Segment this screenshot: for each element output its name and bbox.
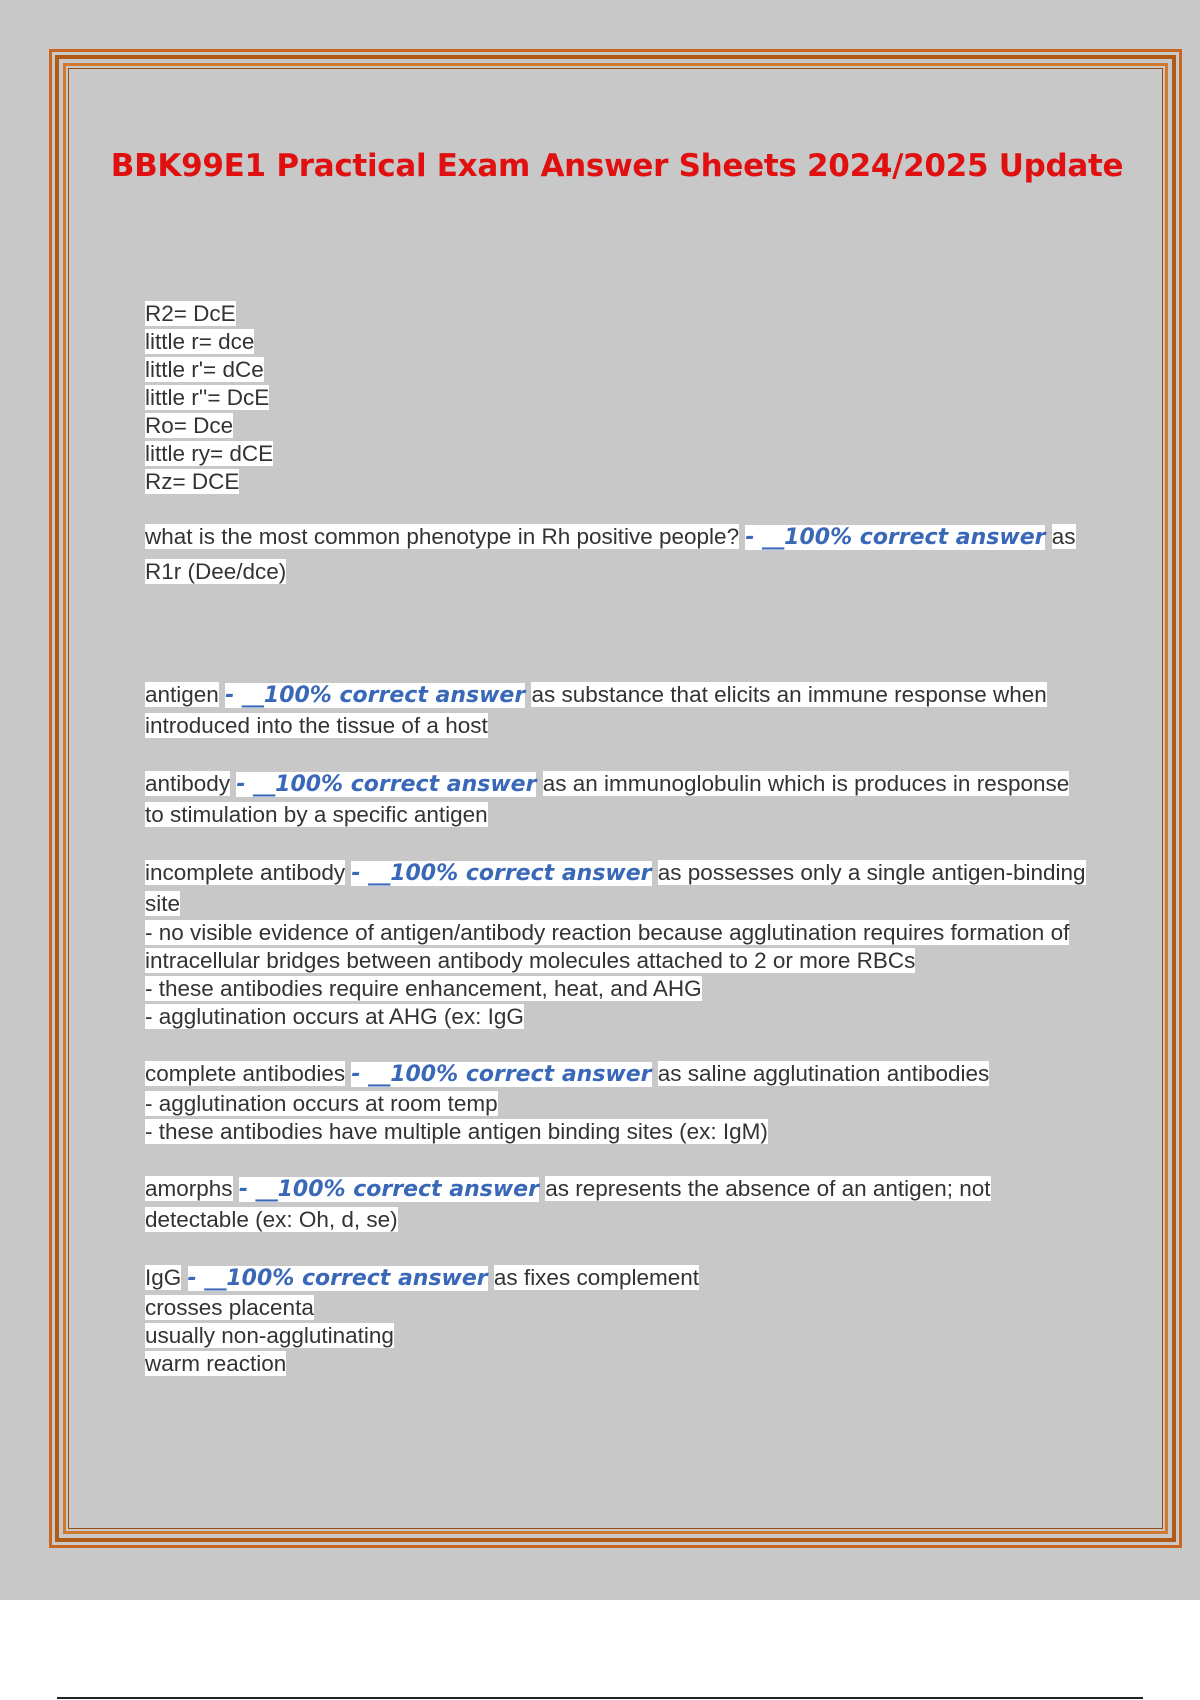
rh-line: little r= dce [145, 329, 255, 354]
answer-text: as an immunoglobulin which is produces in response to stimulation by a specific antigen [145, 771, 1070, 827]
answer-detail-line: usually non-agglutinating [145, 1323, 394, 1348]
footer-rule [57, 1697, 1143, 1699]
document-title: BBK99E1 Practical Exam Answer Sheets 2024/2025 Update [110, 148, 1124, 184]
rh-line: Ro= Dce [145, 413, 234, 438]
answer-detail-line: - these antibodies require enhancement, heat, and AHG [145, 976, 702, 1001]
answer-marker: - __100% correct answer [225, 683, 526, 708]
answer-text: as possesses only a single antigen-binding site [145, 860, 1086, 916]
answer-text: as represents the absence of an antigen; not detectable (ex: Oh, d, se) [145, 1176, 991, 1232]
answer-detail-line: - agglutination occurs at AHG (ex: IgG [145, 1004, 524, 1029]
rh-notation-list [145, 300, 1090, 496]
answer-text: as fixes complement [493, 1265, 700, 1290]
answer-detail-line: warm reaction [145, 1351, 287, 1376]
question-text: antibody [145, 771, 231, 796]
rh-line: little ry= dCE [145, 441, 274, 466]
answer-marker: - __100% correct answer [238, 1177, 539, 1202]
question-text: incomplete antibody [145, 860, 346, 885]
question-text: complete antibodies [145, 1061, 346, 1086]
qa-item [145, 1059, 1090, 1146]
answer-detail-line: - no visible evidence of antigen/antibody reaction because agglutination requires formation of intracellular bridges between antibody molecules attached to 2 or more RBCs [145, 920, 1070, 973]
question-text: IgG [145, 1265, 182, 1290]
document-body [145, 300, 1090, 1378]
answer-text: as saline agglutination antibodies [657, 1061, 990, 1086]
question-text: what is the most common phenotype in Rh positive people? [145, 524, 740, 549]
qa-item [145, 769, 1090, 830]
rh-line: little r'= dCe [145, 357, 264, 382]
answer-text: as substance that elicits an immune response when introduced into the tissue of a host [145, 682, 1047, 738]
answer-text: as R1r (Dee/dce) [145, 524, 1076, 584]
qa-item [145, 858, 1090, 1031]
rh-line: R2= DcE [145, 301, 236, 326]
rh-line: little r''= DcE [145, 385, 270, 410]
question-text: amorphs [145, 1176, 233, 1201]
qa-item [145, 520, 1090, 589]
answer-marker: - __100% correct answer [351, 1062, 652, 1087]
answer-marker: - __100% correct answer [745, 525, 1046, 550]
answer-detail-line: - agglutination occurs at room temp [145, 1091, 498, 1116]
answer-detail-line: - these antibodies have multiple antigen binding sites (ex: IgM) [145, 1119, 768, 1144]
qa-item [145, 680, 1090, 741]
answer-marker: - __100% correct answer [187, 1266, 488, 1291]
qa-item [145, 1174, 1090, 1235]
question-text: antigen [145, 682, 219, 707]
answer-marker: - __100% correct answer [236, 772, 537, 797]
qa-item [145, 1263, 1090, 1378]
answer-detail-line: crosses placenta [145, 1295, 314, 1320]
answer-marker: - __100% correct answer [351, 861, 652, 886]
rh-line: Rz= DCE [145, 469, 240, 494]
